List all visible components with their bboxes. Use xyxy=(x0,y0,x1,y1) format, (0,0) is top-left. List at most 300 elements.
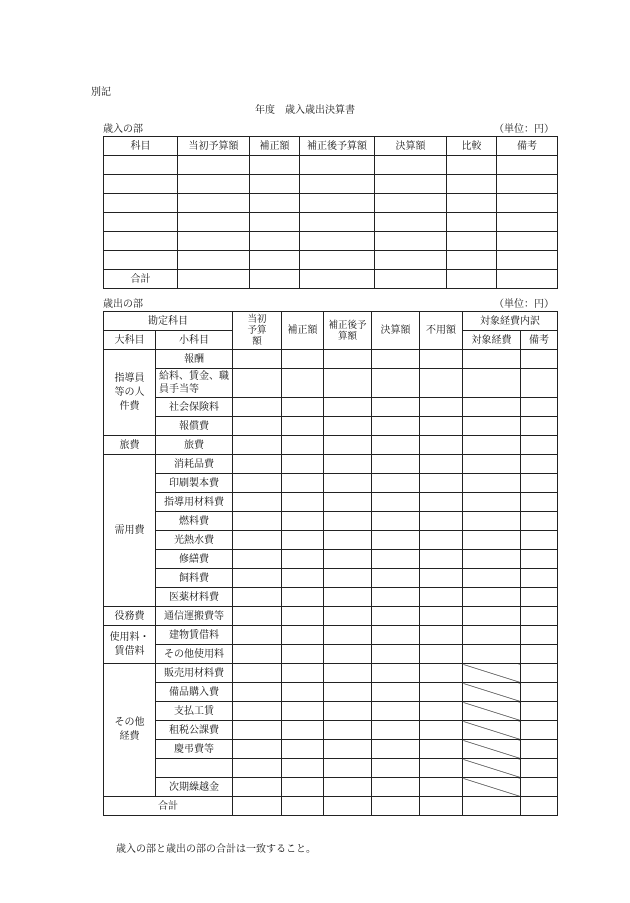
table-cell[interactable] xyxy=(233,721,282,740)
table-cell[interactable] xyxy=(372,759,420,778)
table-cell[interactable] xyxy=(420,369,463,398)
expenditure-total-label: 合計 xyxy=(104,797,233,816)
table-cell[interactable] xyxy=(178,156,250,175)
table-cell[interactable] xyxy=(233,531,282,550)
expenditure-unit: （単位：円） xyxy=(494,299,554,310)
table-cell[interactable] xyxy=(372,417,420,436)
table-cell[interactable] xyxy=(521,607,558,626)
table-cell[interactable] xyxy=(497,251,558,270)
table-cell[interactable] xyxy=(447,175,497,194)
table-cell[interactable] xyxy=(282,645,324,664)
table-row xyxy=(104,493,558,512)
minor-category: 修繕費 xyxy=(156,550,233,569)
disabled-cell xyxy=(463,778,521,797)
table-cell[interactable] xyxy=(282,512,324,531)
table-cell[interactable] xyxy=(372,721,420,740)
table-cell[interactable] xyxy=(375,251,447,270)
table-cell[interactable] xyxy=(420,797,463,816)
table-cell[interactable] xyxy=(282,531,324,550)
table-cell[interactable] xyxy=(420,664,463,683)
table-cell[interactable] xyxy=(521,702,558,721)
table-cell[interactable] xyxy=(521,588,558,607)
disabled-cell xyxy=(463,683,521,702)
table-cell[interactable] xyxy=(420,569,463,588)
table-cell[interactable] xyxy=(324,569,372,588)
table-cell[interactable] xyxy=(420,721,463,740)
table-cell[interactable] xyxy=(375,175,447,194)
table-cell[interactable] xyxy=(463,550,521,569)
table-cell[interactable] xyxy=(420,588,463,607)
table-cell[interactable] xyxy=(324,759,372,778)
table-cell[interactable] xyxy=(178,232,250,251)
minor-category: 備品購入費 xyxy=(156,683,233,702)
major-category: 旅費 xyxy=(104,436,156,455)
disabled-cell xyxy=(463,721,521,740)
table-cell[interactable] xyxy=(324,607,372,626)
table-cell[interactable] xyxy=(324,350,372,369)
table-cell[interactable] xyxy=(300,232,375,251)
table-cell[interactable] xyxy=(282,740,324,759)
table-cell[interactable] xyxy=(233,740,282,759)
table-cell[interactable] xyxy=(463,398,521,417)
table-cell[interactable] xyxy=(282,455,324,474)
table-cell[interactable] xyxy=(233,550,282,569)
revenue-header-cell: 決算額 xyxy=(375,137,447,156)
table-cell[interactable] xyxy=(233,645,282,664)
table-cell[interactable] xyxy=(372,778,420,797)
revenue-table xyxy=(103,136,558,289)
table-cell[interactable] xyxy=(372,550,420,569)
minor-category: 次期繰越金 xyxy=(156,778,233,797)
table-cell[interactable] xyxy=(250,232,300,251)
table-cell[interactable] xyxy=(282,664,324,683)
disabled-cell xyxy=(463,759,521,778)
table-cell[interactable] xyxy=(420,759,463,778)
table-cell[interactable] xyxy=(447,270,497,289)
minor-category: 社会保険料 xyxy=(156,398,233,417)
table-cell[interactable] xyxy=(233,759,282,778)
table-cell[interactable] xyxy=(420,626,463,645)
table-cell[interactable] xyxy=(521,759,558,778)
table-cell[interactable] xyxy=(233,702,282,721)
table-cell[interactable] xyxy=(233,474,282,493)
table-cell[interactable] xyxy=(300,213,375,232)
table-cell[interactable] xyxy=(250,156,300,175)
table-cell[interactable] xyxy=(324,740,372,759)
minor-category: 燃料費 xyxy=(156,512,233,531)
minor-category: 飼料費 xyxy=(156,569,233,588)
table-row xyxy=(104,778,558,797)
revenue-header-cell: 補正額 xyxy=(250,137,300,156)
table-cell[interactable] xyxy=(420,740,463,759)
table-cell[interactable] xyxy=(233,588,282,607)
table-cell[interactable] xyxy=(521,369,558,398)
table-cell[interactable] xyxy=(375,213,447,232)
table-cell[interactable] xyxy=(233,369,282,398)
table-cell[interactable] xyxy=(372,683,420,702)
table-cell[interactable] xyxy=(250,270,300,289)
table-cell[interactable] xyxy=(463,493,521,512)
minor-category: 租税公課費 xyxy=(156,721,233,740)
table-row xyxy=(104,350,558,369)
table-cell[interactable] xyxy=(300,156,375,175)
table-cell[interactable] xyxy=(375,232,447,251)
table-cell[interactable] xyxy=(282,721,324,740)
table-cell[interactable] xyxy=(372,797,420,816)
table-cell[interactable] xyxy=(233,664,282,683)
table-cell[interactable] xyxy=(420,417,463,436)
disabled-cell xyxy=(463,702,521,721)
revenue-header-cell: 科目 xyxy=(104,137,178,156)
table-cell[interactable] xyxy=(463,474,521,493)
table-cell[interactable] xyxy=(324,683,372,702)
table-cell[interactable] xyxy=(178,194,250,213)
table-cell[interactable] xyxy=(372,588,420,607)
minor-category: 通信運搬費等 xyxy=(156,607,233,626)
table-cell[interactable] xyxy=(282,626,324,645)
table-cell[interactable] xyxy=(233,683,282,702)
table-cell[interactable] xyxy=(178,251,250,270)
table-cell[interactable] xyxy=(324,369,372,398)
table-cell[interactable] xyxy=(282,369,324,398)
table-cell[interactable] xyxy=(463,645,521,664)
table-cell[interactable] xyxy=(463,588,521,607)
table-row xyxy=(104,645,558,664)
table-cell[interactable] xyxy=(233,778,282,797)
table-cell[interactable] xyxy=(521,550,558,569)
table-cell[interactable] xyxy=(463,607,521,626)
minor-category: 建物賃借料 xyxy=(156,626,233,645)
expenditure-table xyxy=(103,311,558,816)
table-cell[interactable] xyxy=(324,398,372,417)
table-cell[interactable] xyxy=(463,626,521,645)
table-cell[interactable] xyxy=(497,175,558,194)
table-cell[interactable] xyxy=(300,175,375,194)
table-cell[interactable] xyxy=(420,683,463,702)
table-cell[interactable] xyxy=(375,270,447,289)
table-cell[interactable] xyxy=(463,436,521,455)
minor-category xyxy=(156,759,233,778)
table-cell[interactable] xyxy=(420,436,463,455)
table-cell[interactable] xyxy=(521,721,558,740)
minor-category: 旅費 xyxy=(156,436,233,455)
table-cell[interactable] xyxy=(497,270,558,289)
table-cell[interactable] xyxy=(463,531,521,550)
table-cell[interactable] xyxy=(447,251,497,270)
table-cell[interactable] xyxy=(463,512,521,531)
table-cell[interactable] xyxy=(250,175,300,194)
table-cell[interactable] xyxy=(324,417,372,436)
table-cell[interactable] xyxy=(282,436,324,455)
table-cell[interactable] xyxy=(324,588,372,607)
table-cell[interactable] xyxy=(420,398,463,417)
remarks-header: 備考 xyxy=(521,331,558,350)
table-cell[interactable] xyxy=(420,493,463,512)
table-cell[interactable] xyxy=(282,797,324,816)
table-cell[interactable] xyxy=(521,626,558,645)
appendix-label: 別記 xyxy=(91,87,111,98)
table-cell[interactable] xyxy=(282,550,324,569)
table-cell[interactable] xyxy=(233,512,282,531)
table-cell[interactable] xyxy=(420,550,463,569)
major-category: 指導員等の人件費 xyxy=(104,350,156,436)
table-row xyxy=(104,740,558,759)
table-cell[interactable] xyxy=(324,664,372,683)
table-cell[interactable] xyxy=(463,417,521,436)
table-cell[interactable] xyxy=(521,455,558,474)
revenue-row xyxy=(104,175,558,194)
table-cell[interactable] xyxy=(104,156,178,175)
minor-category: 報酬 xyxy=(156,350,233,369)
table-cell[interactable] xyxy=(282,607,324,626)
table-row xyxy=(104,626,558,645)
revenue-header-cell: 備考 xyxy=(497,137,558,156)
table-cell[interactable] xyxy=(104,175,178,194)
minor-category: 支払工賃 xyxy=(156,702,233,721)
table-cell[interactable] xyxy=(372,369,420,398)
table-cell[interactable] xyxy=(420,512,463,531)
table-cell[interactable] xyxy=(178,175,250,194)
table-cell[interactable] xyxy=(463,350,521,369)
table-cell[interactable] xyxy=(324,645,372,664)
minor-category: 医薬材料費 xyxy=(156,588,233,607)
table-cell[interactable] xyxy=(521,531,558,550)
table-cell[interactable] xyxy=(521,398,558,417)
table-cell[interactable] xyxy=(282,569,324,588)
minor-category: 給料、賃金、職員手当等 xyxy=(156,369,233,398)
table-cell[interactable] xyxy=(282,702,324,721)
table-cell[interactable] xyxy=(420,702,463,721)
page-title: 年度 歳入歳出決算書 xyxy=(255,105,355,116)
revenue-header-cell: 当初予算額 xyxy=(178,137,250,156)
table-row xyxy=(104,759,558,778)
revenue-total-row xyxy=(104,270,558,289)
major-category: その他経費 xyxy=(104,664,156,797)
table-cell[interactable] xyxy=(420,531,463,550)
revenue-header-cell: 補正後予算額 xyxy=(300,137,375,156)
table-cell[interactable] xyxy=(104,232,178,251)
table-row xyxy=(104,607,558,626)
table-cell[interactable] xyxy=(233,797,282,816)
table-row xyxy=(104,455,558,474)
revenue-row xyxy=(104,194,558,213)
table-cell[interactable] xyxy=(250,213,300,232)
table-cell[interactable] xyxy=(233,417,282,436)
table-cell[interactable] xyxy=(447,232,497,251)
table-row xyxy=(104,683,558,702)
table-cell[interactable] xyxy=(372,607,420,626)
table-cell[interactable] xyxy=(447,213,497,232)
adjustment-header: 補正額 xyxy=(282,312,324,350)
table-cell[interactable] xyxy=(282,398,324,417)
table-cell[interactable] xyxy=(372,436,420,455)
table-cell[interactable] xyxy=(372,626,420,645)
revenue-unit: （単位：円） xyxy=(494,124,554,135)
table-cell[interactable] xyxy=(372,645,420,664)
table-cell[interactable] xyxy=(282,588,324,607)
table-cell[interactable] xyxy=(372,474,420,493)
minor-category: 報償費 xyxy=(156,417,233,436)
table-cell[interactable] xyxy=(250,194,300,213)
table-cell[interactable] xyxy=(324,493,372,512)
minor-category: 慶弔費等 xyxy=(156,740,233,759)
table-cell[interactable] xyxy=(497,156,558,175)
table-row xyxy=(104,531,558,550)
table-cell[interactable] xyxy=(282,683,324,702)
table-cell[interactable] xyxy=(324,531,372,550)
table-cell[interactable] xyxy=(447,194,497,213)
table-row xyxy=(104,588,558,607)
table-cell[interactable] xyxy=(521,740,558,759)
revenue-total-label: 合計 xyxy=(104,270,178,289)
table-cell[interactable] xyxy=(420,455,463,474)
table-cell[interactable] xyxy=(463,569,521,588)
table-cell[interactable] xyxy=(372,702,420,721)
disabled-cell xyxy=(463,740,521,759)
table-cell[interactable] xyxy=(420,645,463,664)
table-cell[interactable] xyxy=(324,474,372,493)
table-cell[interactable] xyxy=(420,607,463,626)
table-cell[interactable] xyxy=(420,474,463,493)
table-cell[interactable] xyxy=(521,417,558,436)
table-cell[interactable] xyxy=(463,797,521,816)
revenue-row xyxy=(104,232,558,251)
table-cell[interactable] xyxy=(420,350,463,369)
table-cell[interactable] xyxy=(447,156,497,175)
revenue-heading: 歳入の部 xyxy=(103,124,143,135)
table-cell[interactable] xyxy=(521,350,558,369)
table-cell[interactable] xyxy=(372,512,420,531)
table-cell[interactable] xyxy=(372,350,420,369)
expenditure-heading: 歳出の部 xyxy=(103,299,143,310)
table-cell[interactable] xyxy=(104,251,178,270)
table-cell[interactable] xyxy=(463,455,521,474)
initial-budget-header: 当初予算額 xyxy=(233,312,282,350)
table-cell[interactable] xyxy=(497,232,558,251)
revenue-row xyxy=(104,251,558,270)
table-row xyxy=(104,512,558,531)
minor-header: 小科目 xyxy=(156,331,233,350)
table-cell[interactable] xyxy=(233,569,282,588)
table-cell[interactable] xyxy=(104,194,178,213)
table-cell[interactable] xyxy=(324,455,372,474)
table-cell[interactable] xyxy=(104,213,178,232)
target-cost-header: 対象経費 xyxy=(463,331,521,350)
major-category: 使用料・賃借料 xyxy=(104,626,156,664)
table-cell[interactable] xyxy=(372,531,420,550)
revenue-header-row xyxy=(104,137,558,156)
table-cell[interactable] xyxy=(233,455,282,474)
table-cell[interactable] xyxy=(178,270,250,289)
table-cell[interactable] xyxy=(375,194,447,213)
table-cell[interactable] xyxy=(282,350,324,369)
minor-category: 販売用材料費 xyxy=(156,664,233,683)
table-cell[interactable] xyxy=(521,797,558,816)
table-cell[interactable] xyxy=(250,251,300,270)
major-category: 役務費 xyxy=(104,607,156,626)
table-cell[interactable] xyxy=(282,778,324,797)
table-cell[interactable] xyxy=(233,350,282,369)
footer-note: 歳入の部と歳出の部の合計は一致すること。 xyxy=(116,844,316,855)
table-cell[interactable] xyxy=(300,251,375,270)
table-cell[interactable] xyxy=(233,493,282,512)
account-header: 勘定科目 xyxy=(104,312,233,331)
table-cell[interactable] xyxy=(324,797,372,816)
table-cell[interactable] xyxy=(324,778,372,797)
table-cell[interactable] xyxy=(463,369,521,398)
table-cell[interactable] xyxy=(178,213,250,232)
minor-category: その他使用料 xyxy=(156,645,233,664)
table-cell[interactable] xyxy=(282,493,324,512)
major-category: 需用費 xyxy=(104,455,156,607)
expenditure-header-row xyxy=(104,312,558,331)
table-cell[interactable] xyxy=(282,417,324,436)
table-cell[interactable] xyxy=(324,512,372,531)
table-cell[interactable] xyxy=(521,664,558,683)
table-cell[interactable] xyxy=(372,398,420,417)
table-cell[interactable] xyxy=(372,740,420,759)
table-cell[interactable] xyxy=(372,664,420,683)
minor-category: 印刷製本費 xyxy=(156,474,233,493)
disabled-cell xyxy=(463,664,521,683)
table-row xyxy=(104,417,558,436)
table-cell[interactable] xyxy=(324,721,372,740)
table-row xyxy=(104,474,558,493)
table-cell[interactable] xyxy=(521,683,558,702)
table-cell[interactable] xyxy=(324,550,372,569)
minor-category: 消耗品費 xyxy=(156,455,233,474)
table-cell[interactable] xyxy=(521,778,558,797)
major-header: 大科目 xyxy=(104,331,156,350)
table-cell[interactable] xyxy=(300,194,375,213)
table-cell[interactable] xyxy=(372,493,420,512)
table-cell[interactable] xyxy=(282,474,324,493)
table-cell[interactable] xyxy=(521,512,558,531)
table-cell[interactable] xyxy=(372,455,420,474)
table-cell[interactable] xyxy=(372,569,420,588)
table-cell[interactable] xyxy=(233,436,282,455)
table-cell[interactable] xyxy=(233,398,282,417)
table-row xyxy=(104,369,558,398)
table-row xyxy=(104,436,558,455)
revenue-row xyxy=(104,213,558,232)
table-cell[interactable] xyxy=(521,569,558,588)
table-cell[interactable] xyxy=(233,626,282,645)
table-row xyxy=(104,721,558,740)
table-cell[interactable] xyxy=(521,493,558,512)
table-cell[interactable] xyxy=(521,474,558,493)
minor-category: 光熱水費 xyxy=(156,531,233,550)
unused-header: 不用額 xyxy=(420,312,463,350)
table-cell[interactable] xyxy=(497,194,558,213)
table-cell[interactable] xyxy=(521,645,558,664)
adjusted-budget-header: 補正後予算額 xyxy=(324,312,372,350)
revenue-row xyxy=(104,156,558,175)
table-cell[interactable] xyxy=(497,213,558,232)
table-cell[interactable] xyxy=(521,436,558,455)
revenue-header-cell: 比較 xyxy=(447,137,497,156)
table-cell[interactable] xyxy=(233,607,282,626)
table-cell[interactable] xyxy=(300,270,375,289)
table-cell[interactable] xyxy=(375,156,447,175)
table-cell[interactable] xyxy=(420,778,463,797)
table-row xyxy=(104,702,558,721)
table-row xyxy=(104,550,558,569)
table-cell[interactable] xyxy=(282,759,324,778)
table-cell[interactable] xyxy=(324,702,372,721)
table-cell[interactable] xyxy=(324,436,372,455)
table-cell[interactable] xyxy=(324,626,372,645)
